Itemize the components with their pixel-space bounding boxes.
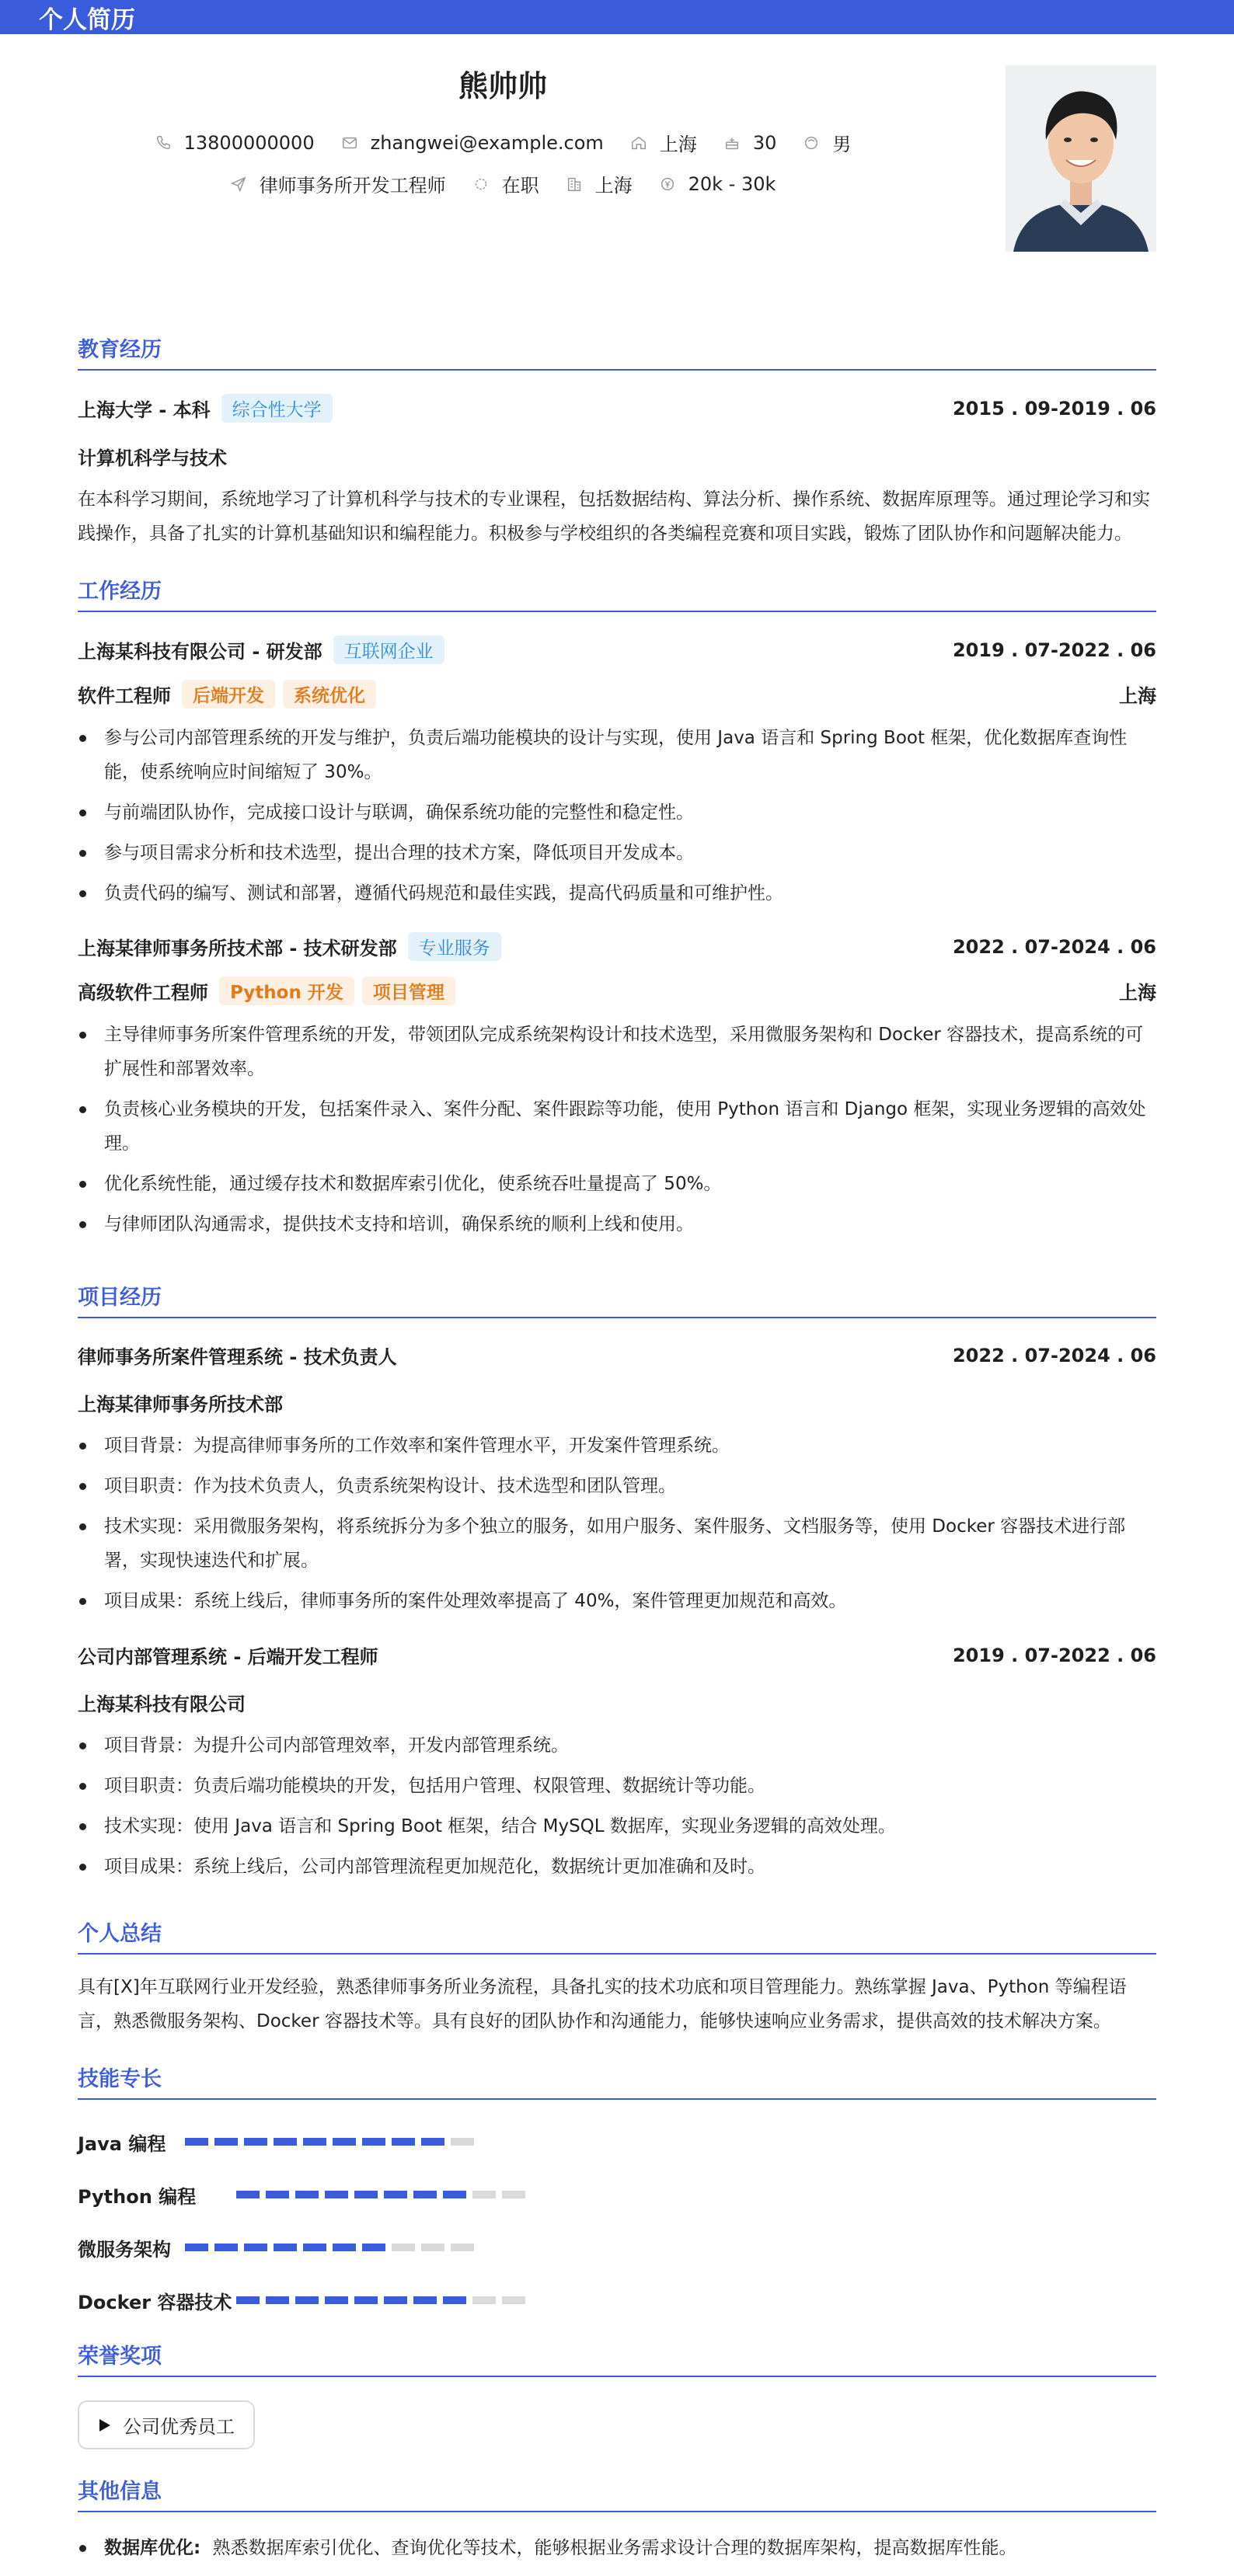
target-position-info (230, 170, 446, 197)
skill-dash-filled (214, 2138, 238, 2146)
project-header-row (78, 1641, 1156, 1669)
location-info (630, 129, 697, 156)
gender-info (803, 129, 851, 156)
job-bullet: 参与项目需求分析和技术选型，提出合理的技术方案，降低项目开发成本。 (78, 836, 1156, 870)
project-name: 律师事务所案件管理系统 - 技术负责人 (78, 1346, 397, 1368)
education-date: 2015 . 09-2019 . 06 (952, 397, 1156, 419)
target-position-text: 律师事务所开发工程师 (259, 175, 446, 197)
status-text: 在职 (501, 175, 539, 197)
job-header-row (78, 932, 1156, 961)
skill-dash-filled (303, 2138, 326, 2146)
skills-section (78, 2062, 1156, 2327)
project-bullets (78, 1429, 1156, 1618)
job-bullet: 优化系统性能，通过缓存技术和数据库索引优化，使系统吞吐量提高了 50%。 (78, 1167, 1156, 1201)
work-title: 工作经历 (78, 574, 1156, 612)
job-company: 上海某律师事务所技术部 - 技术研发部 (78, 938, 397, 959)
school-name: 上海大学 - 本科 (78, 399, 211, 421)
phone-icon (155, 134, 172, 151)
projects-title: 项目经历 (78, 1280, 1156, 1318)
other-section (78, 2474, 1156, 2565)
job-skill-tag: Python 开发 (219, 976, 354, 1005)
project-org: 上海某科技有限公司 (78, 1694, 246, 1715)
status-icon (472, 176, 490, 193)
company-type-tag: 专业服务 (408, 932, 501, 961)
skill-dash-filled (443, 2191, 466, 2198)
building-icon (566, 176, 583, 193)
email-info (341, 132, 604, 154)
other-title: 其他信息 (78, 2474, 1156, 2512)
skill-dash-filled (384, 2296, 407, 2304)
skill-dash-filled (274, 2244, 297, 2251)
skill-dash-empty (451, 2138, 474, 2146)
job-bullet: 与前端团队协作，完成接口设计与联调，确保系统功能的完整性和稳定性。 (78, 795, 1156, 830)
job-skill-tag: 项目管理 (362, 976, 455, 1005)
skill-dash-filled (236, 2296, 260, 2304)
skill-dash-empty (392, 2244, 415, 2251)
salary-text: 20k - 30k (688, 172, 776, 195)
job-date: 2019 . 07-2022 . 06 (952, 639, 1156, 661)
skill-dash-filled (185, 2138, 208, 2146)
project-entry (78, 1641, 1156, 1884)
job-company: 上海某科技有限公司 - 研发部 (78, 641, 322, 663)
job-role: 软件工程师 (78, 685, 171, 707)
job-city: 上海 (1119, 685, 1156, 707)
job-bullets (78, 721, 1156, 910)
top-bar-title: 个人简历 (39, 5, 135, 34)
skill-dash-filled (354, 2191, 378, 2198)
job-bullet: 与律师团队沟通需求，提供技术支持和培训，确保系统的顺利上线和使用。 (78, 1207, 1156, 1241)
skill-dash-empty (451, 2244, 474, 2251)
awards-section (78, 2339, 1156, 2449)
skill-dash-filled (443, 2296, 466, 2304)
candidate-name: 熊帅帅 (458, 69, 547, 103)
home-icon (630, 134, 647, 151)
project-date: 2022 . 07-2024 . 06 (952, 1344, 1156, 1366)
project-name: 公司内部管理系统 - 后端开发工程师 (78, 1646, 378, 1668)
salary-icon (659, 176, 676, 193)
skill-dash-filled (354, 2296, 378, 2304)
skill-item (78, 2274, 622, 2327)
job-bullets (78, 1018, 1156, 1241)
skill-name: 微服务架构 (78, 2238, 171, 2261)
skill-dash-filled (244, 2244, 267, 2251)
company-type-tag: 互联网企业 (333, 635, 444, 664)
skill-name: Docker 容器技术 (78, 2291, 232, 2313)
play-triangle-icon (98, 2418, 112, 2433)
phone-text: 13800000000 (183, 131, 315, 154)
skill-level-bar (236, 2296, 532, 2304)
skill-dash-empty (472, 2296, 496, 2304)
skill-dash-filled (236, 2191, 260, 2198)
work-section (78, 574, 1156, 1241)
skill-dash-empty (502, 2191, 525, 2198)
resume-header (78, 34, 1156, 267)
skill-dash-filled (362, 2244, 385, 2251)
skill-level-bar (185, 2244, 480, 2251)
skill-dash-filled (214, 2244, 238, 2251)
resume-page (0, 34, 1234, 2565)
skill-dash-filled (295, 2191, 319, 2198)
profile-photo (1006, 65, 1156, 252)
job-bullet: 参与公司内部管理系统的开发与维护，负责后端功能模块的设计与实现，使用 Java 语言和 Spring Boot 框架，优化数据库查询性能，使系统响应时间缩短了 30%。 (78, 721, 1156, 789)
skill-dash-filled (333, 2244, 356, 2251)
skill-dash-filled (362, 2138, 385, 2146)
project-bullets (78, 1728, 1156, 1884)
job-skill-tag: 后端开发 (182, 680, 275, 708)
skill-level-bar (236, 2191, 532, 2198)
project-entry (78, 1342, 1156, 1618)
job-header-row (78, 635, 1156, 664)
gender-icon (803, 134, 820, 151)
job-date: 2022 . 07-2024 . 06 (952, 935, 1156, 958)
skill-dash-filled (244, 2138, 267, 2146)
age-text: 30 (752, 131, 777, 154)
education-description: 在本科学习期间，系统地学习了计算机科学与技术的专业课程，包括数据结构、算法分析、操作系统、数据库原理等。通过理论学习和实践操作，具备了扎实的计算机基础知识和编程能力。积极参与学校组织的各类编程竞赛和项目实践，锻炼了团队协作和问题解决能力。 (78, 489, 1150, 544)
other-bullet (78, 2531, 1156, 2565)
gender-text: 男 (832, 134, 852, 155)
other-text: 熟悉数据库索引优化、查询优化等技术，能够根据业务需求设计合理的数据库架构，提高数据库性能。 (212, 2538, 1017, 2558)
skill-dash-filled (303, 2244, 326, 2251)
education-section (78, 332, 1156, 551)
skill-dash-filled (325, 2296, 348, 2304)
major-name: 计算机科学与技术 (78, 447, 227, 469)
summary-section (78, 1916, 1156, 2038)
project-bullet: 项目职责：作为技术负责人，负责系统架构设计、技术选型和团队管理。 (78, 1469, 1156, 1503)
skill-dash-filled (266, 2191, 289, 2198)
skill-level-bar (185, 2138, 480, 2146)
top-bar (0, 0, 1234, 34)
skill-item (78, 2115, 678, 2168)
job-intent-row (78, 170, 928, 197)
project-bullet: 项目成果：系统上线后，律师事务所的案件处理效率提高了 40%，案件管理更加规范和高效。 (78, 1584, 1156, 1618)
send-icon (230, 176, 247, 193)
skill-dash-filled (333, 2138, 356, 2146)
target-city-text: 上海 (594, 175, 633, 197)
skill-dash-filled (413, 2191, 437, 2198)
cake-icon (723, 134, 741, 151)
project-org: 上海某律师事务所技术部 (78, 1394, 283, 1415)
skill-dash-empty (502, 2296, 525, 2304)
skill-dash-filled (274, 2138, 297, 2146)
skill-dash-empty (472, 2191, 496, 2198)
award-label: 公司优秀员工 (123, 2416, 235, 2438)
project-bullet: 项目职责：负责后端功能模块的开发，包括用户管理、权限管理、数据统计等功能。 (78, 1769, 1156, 1803)
job-entry (78, 635, 1156, 910)
job-skill-tag: 系统优化 (283, 680, 376, 708)
skill-dash-filled (384, 2191, 407, 2198)
person-avatar-icon (1006, 65, 1156, 252)
salary-info (659, 173, 776, 195)
project-date: 2019 . 07-2022 . 06 (952, 1644, 1156, 1666)
skill-name: Python 编程 (78, 2185, 197, 2208)
awards-title: 荣誉奖项 (78, 2339, 1156, 2377)
projects-section (78, 1280, 1156, 1884)
project-bullet: 项目成果：系统上线后，公司内部管理流程更加规范化，数据统计更加准确和及时。 (78, 1850, 1156, 1884)
summary-title: 个人总结 (78, 1916, 1156, 1955)
skill-item (78, 2168, 622, 2221)
education-header-row (78, 394, 1156, 423)
skills-grid (78, 2115, 1156, 2327)
job-city: 上海 (1119, 982, 1156, 1004)
mail-icon (341, 134, 358, 151)
age-info (723, 132, 777, 154)
skill-dash-filled (185, 2244, 208, 2251)
skill-dash-filled (421, 2138, 444, 2146)
education-title: 教育经历 (78, 332, 1156, 371)
award-item[interactable] (78, 2400, 255, 2449)
project-bullet: 项目背景：为提高律师事务所的工作效率和案件管理水平，开发案件管理系统。 (78, 1429, 1156, 1463)
job-role: 高级软件工程师 (78, 982, 208, 1004)
skills-title: 技能专长 (78, 2062, 1156, 2100)
school-type-tag: 综合性大学 (221, 394, 333, 423)
location-text: 上海 (659, 134, 697, 155)
project-bullet: 项目背景：为提升公司内部管理效率，开发内部管理系统。 (78, 1728, 1156, 1763)
email-text: zhangwei@example.com (370, 131, 604, 154)
status-info (472, 170, 539, 197)
job-role-row (78, 680, 1156, 708)
contact-row (78, 129, 928, 156)
summary-text: 具有[X]年互联网行业开发经验，熟悉律师事务所业务流程，具备扎实的技术功底和项目管理能力。熟练掌握 Java、Python 等编程语言，熟悉微服务架构、Docker 容器技术等。具有良好的团队协作和沟通能力，能够快速响应业务需求，提供高效的技术解决方案。 (78, 1977, 1127, 2031)
skill-dash-filled (266, 2296, 289, 2304)
project-bullet: 技术实现：采用微服务架构，将系统拆分为多个独立的服务，如用户服务、案件服务、文档服务等，使用 Docker 容器技术进行部署，实现快速迭代和扩展。 (78, 1509, 1156, 1578)
target-city-info (566, 170, 633, 197)
job-bullet: 负责核心业务模块的开发，包括案件录入、案件分配、案件跟踪等功能，使用 Python 语言和 Django 框架，实现业务逻辑的高效处理。 (78, 1092, 1156, 1161)
job-bullet: 负责代码的编写、测试和部署，遵循代码规范和最佳实践，提高代码质量和可维护性。 (78, 876, 1156, 910)
job-entry (78, 932, 1156, 1241)
skill-dash-filled (392, 2138, 415, 2146)
skill-dash-filled (295, 2296, 319, 2304)
skill-dash-empty (421, 2244, 444, 2251)
project-header-row (78, 1342, 1156, 1369)
skill-dash-filled (325, 2191, 348, 2198)
skill-name: Java 编程 (78, 2132, 166, 2155)
other-label: 数据库优化: (104, 2538, 201, 2558)
job-bullet: 主导律师事务所案件管理系统的开发，带领团队完成系统架构设计和技术选型，采用微服务架构和 Docker 容器技术，提高系统的可扩展性和部署效率。 (78, 1018, 1156, 1086)
skill-dash-filled (413, 2296, 437, 2304)
project-bullet: 技术实现：使用 Java 语言和 Spring Boot 框架，结合 MySQL 数据库，实现业务逻辑的高效处理。 (78, 1809, 1156, 1843)
job-role-row (78, 976, 1156, 1005)
phone-info (155, 132, 315, 154)
other-bullets (78, 2531, 1156, 2565)
skill-item (78, 2221, 678, 2274)
